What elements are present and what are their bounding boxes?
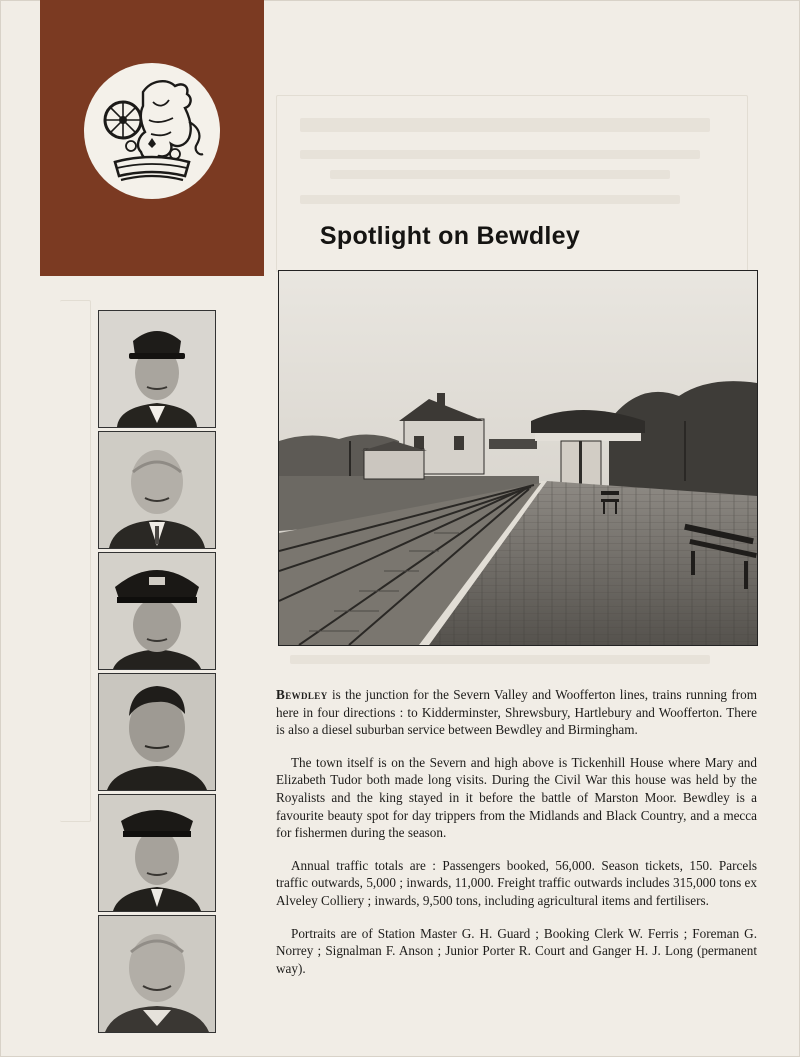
article-lead-word: Bewdley [276, 687, 328, 702]
foreman-portrait [98, 552, 216, 670]
railway-station-platform-photo [278, 270, 758, 646]
page-title: Spotlight on Bewdley [319, 222, 581, 250]
booking-clerk-portrait [98, 431, 216, 549]
article-paragraph-3: Annual traffic totals are : Passengers booked, 56,000. Season tickets, 150. Parcels traffic outwards, 5,000 ; inwards, 11,000. Freight traffic outwards includes 315,000 tons ex Alveley Colliery ; inwards, 9,500 tons, including agricultural items and fertilisers. [276, 857, 757, 908]
article-paragraph-1-text: is the junction for the Severn Valley and Woofferton lines, trains running from here in four directions : to Kidderminster, Shrewsbury, Hartlebury and Woofferton. There is also a diesel suburban service between Bewdley and Birmingham. [276, 687, 757, 738]
railway-lion-crest-icon [84, 63, 220, 199]
article-paragraph-4: Portraits are of Station Master G. H. Guard ; Booking Clerk W. Ferris ; Foreman G. Norrey ; Signalman F. Anson ; Junior Porter R. Court and Ganger H. J. Long (permanent way). [276, 925, 757, 976]
junior-porter-portrait [98, 794, 216, 912]
article-paragraph-1 [276, 686, 757, 739]
station-master-portrait [98, 310, 216, 428]
signalman-portrait [98, 673, 216, 791]
staff-portrait-strip [98, 310, 216, 1036]
ganger-portrait [98, 915, 216, 1033]
article-body [276, 686, 757, 992]
article-paragraph-2: The town itself is on the Severn and high above is Tickenhill House where Mary and Elizabeth Tudor both made long visits. During the Civil War this house was held by the Royalists and the king stayed in it before the battle of Marston Moor. Bewdley is a favourite beauty spot for day trippers from the Midlands and Black Country, and a mecca for fishermen during the season. [276, 754, 757, 841]
